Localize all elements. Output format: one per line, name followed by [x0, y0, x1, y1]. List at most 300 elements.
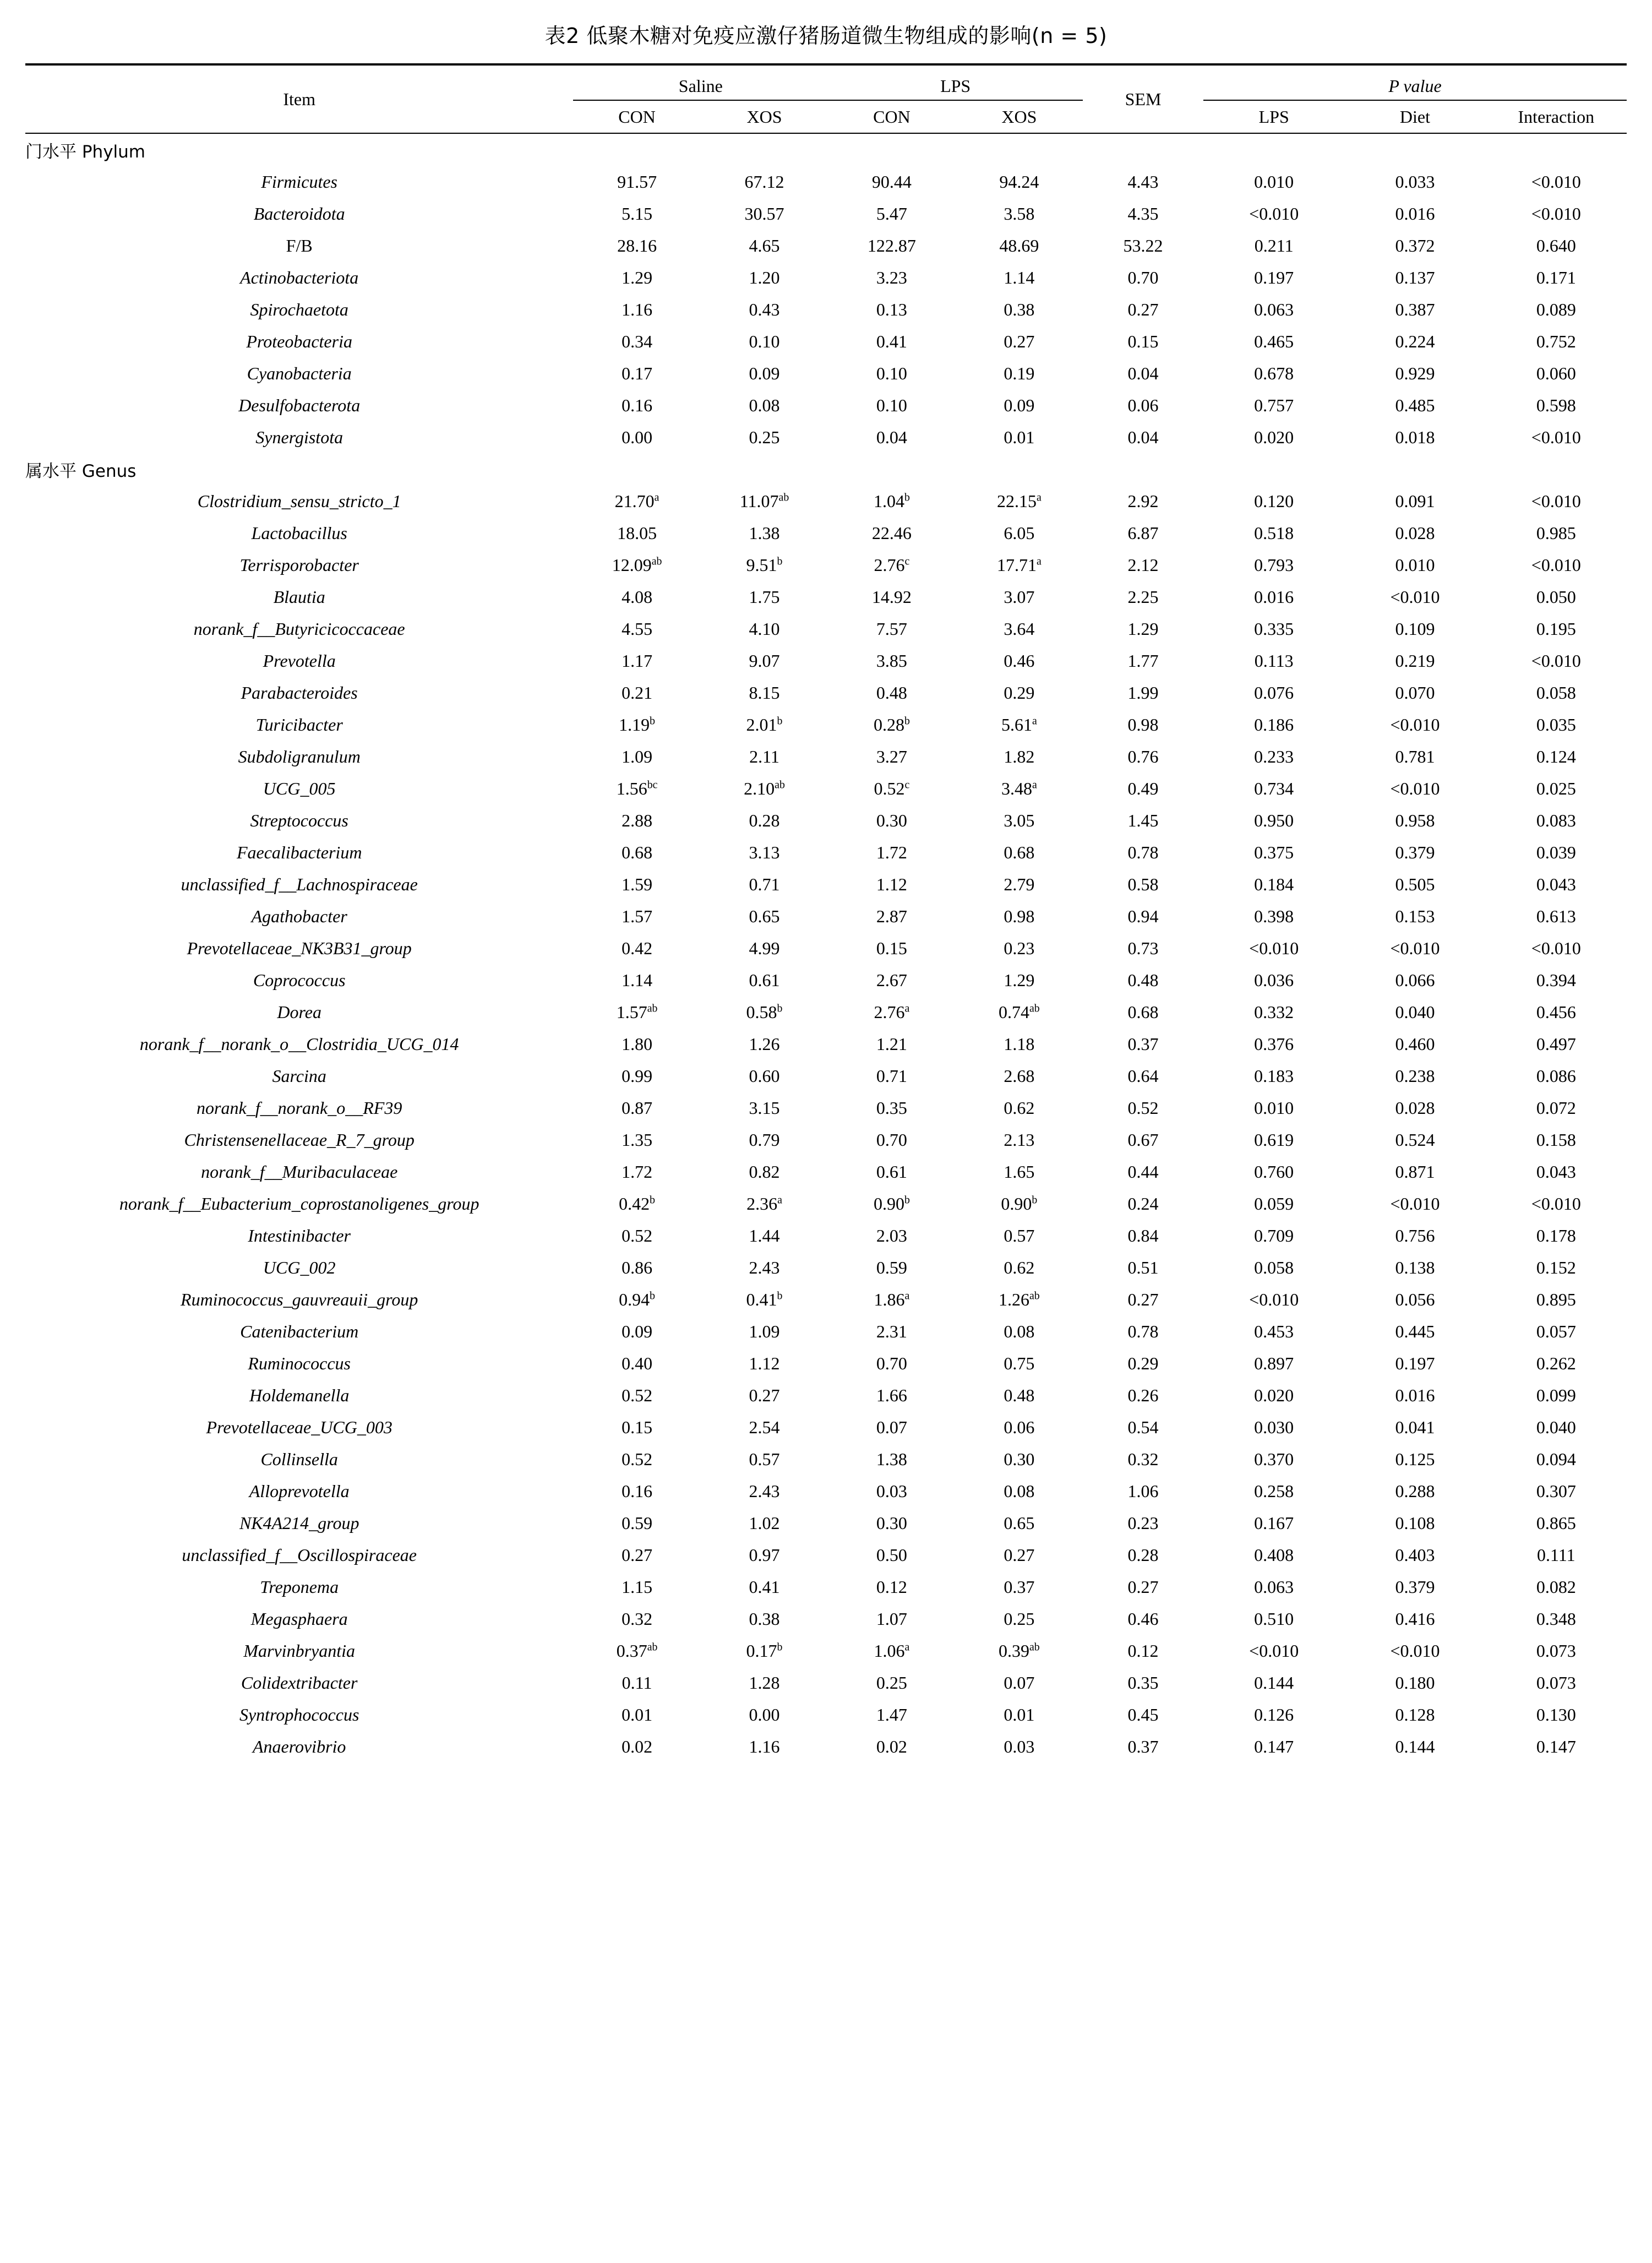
row-sem: 0.67	[1127, 1129, 1159, 1150]
row-value: 3.15	[749, 1097, 780, 1118]
row-value: 2.76$^a$	[874, 1002, 910, 1022]
row-value: 0.09	[1004, 395, 1035, 415]
row-sem: 0.24	[1127, 1193, 1159, 1214]
row-pvalue: 0.130	[1536, 1704, 1576, 1725]
significance-superscript: b	[650, 1289, 656, 1302]
row-sem: 0.49	[1127, 778, 1159, 798]
row-value: 0.62	[1004, 1097, 1035, 1118]
row-value: 0.60	[749, 1065, 780, 1086]
row-pvalue: 0.370	[1254, 1449, 1294, 1469]
row-value: 3.23	[876, 267, 907, 287]
row-pvalue: <0.010	[1249, 1289, 1299, 1309]
row-value: 0.65	[1004, 1513, 1035, 1533]
row-value: 1.28	[749, 1672, 780, 1693]
row-pvalue: 0.211	[1254, 235, 1294, 255]
row-pvalue: 0.028	[1395, 1097, 1435, 1118]
row-pvalue: 0.505	[1395, 874, 1435, 894]
row-label: Syntrophococcus	[239, 1704, 359, 1725]
row-pvalue: 0.524	[1395, 1129, 1435, 1150]
row-value: 3.27	[876, 746, 907, 766]
row-value: 1.26$^{ab}$	[998, 1289, 1040, 1309]
row-pvalue: 0.895	[1536, 1289, 1576, 1309]
row-sem: 0.15	[1127, 331, 1159, 351]
row-value: 1.86$^a$	[874, 1289, 910, 1309]
row-label: F/B	[286, 235, 313, 255]
row-label: Prevotellaceae_NK3B31_group	[187, 938, 412, 958]
row-pvalue: 0.063	[1254, 299, 1294, 319]
header-item: Item	[25, 64, 573, 133]
row-pvalue: 0.094	[1536, 1449, 1576, 1469]
row-pvalue: 0.186	[1254, 714, 1294, 735]
row-pvalue: 0.050	[1536, 586, 1576, 607]
significance-superscript: b	[777, 554, 783, 567]
row-label: Ruminococcus_gauvreauii_group	[181, 1289, 418, 1309]
table-row	[25, 389, 1627, 421]
significance-superscript: ab	[775, 778, 785, 791]
row-pvalue: 0.171	[1536, 267, 1576, 287]
row-value: 0.61	[749, 970, 780, 990]
row-value: 0.65	[749, 906, 780, 926]
table-row	[25, 293, 1627, 325]
row-sem: 4.35	[1127, 203, 1159, 224]
row-value: 0.70	[876, 1353, 907, 1373]
row-value: 0.68	[1004, 842, 1035, 862]
row-sem: 0.46	[1127, 1608, 1159, 1629]
row-pvalue: 0.416	[1395, 1608, 1435, 1629]
row-sem: 2.12	[1127, 554, 1159, 575]
row-pvalue: 0.010	[1395, 554, 1435, 575]
header-p-diet: Diet	[1399, 106, 1431, 127]
row-value: 30.57	[744, 203, 784, 224]
significance-superscript: a	[1032, 778, 1037, 791]
row-value: 0.21	[621, 682, 653, 703]
row-pvalue: 0.041	[1395, 1417, 1435, 1437]
header-group-saline	[573, 64, 828, 101]
row-value: 0.99	[621, 1065, 653, 1086]
row-pvalue: 0.497	[1536, 1033, 1576, 1054]
row-pvalue: 0.126	[1254, 1704, 1294, 1725]
row-value: 1.21	[876, 1033, 907, 1054]
row-pvalue: 0.238	[1395, 1065, 1435, 1086]
row-value: 0.10	[876, 363, 907, 383]
row-value: 0.74$^{ab}$	[998, 1002, 1040, 1022]
significance-superscript: a	[777, 1193, 782, 1206]
row-value: 0.09	[621, 1321, 653, 1341]
row-value: 0.59	[621, 1513, 653, 1533]
row-value: 1.04$^b$	[873, 491, 910, 511]
row-value: 1.66	[876, 1385, 907, 1405]
row-label: Catenibacterium	[240, 1321, 359, 1341]
table-row	[25, 1028, 1627, 1060]
row-sem: 0.35	[1127, 1672, 1159, 1693]
row-value: 0.01	[1004, 427, 1035, 447]
row-value: 1.72	[621, 1161, 653, 1182]
row-pvalue: 0.613	[1536, 906, 1576, 926]
row-value: 0.30	[876, 1513, 907, 1533]
row-value: 2.36$^a$	[746, 1193, 782, 1214]
row-value: 3.48$^a$	[1001, 778, 1037, 798]
row-pvalue: 0.016	[1395, 203, 1435, 224]
significance-superscript: b	[650, 1193, 656, 1206]
row-pvalue: <0.010	[1390, 586, 1440, 607]
significance-superscript: a	[1036, 554, 1042, 567]
row-value: 0.68	[621, 842, 653, 862]
row-value: 1.12	[876, 874, 907, 894]
row-value: 0.86	[621, 1257, 653, 1277]
row-pvalue: 0.262	[1536, 1353, 1576, 1373]
significance-superscript: b	[904, 1193, 910, 1206]
row-sem: 0.78	[1127, 842, 1159, 862]
row-value: 2.43	[749, 1481, 780, 1501]
row-sem: 1.77	[1127, 650, 1159, 671]
row-value: 1.15	[621, 1576, 653, 1597]
row-pvalue: 0.043	[1536, 874, 1576, 894]
row-pvalue: 0.058	[1254, 1257, 1294, 1277]
row-value: 1.38	[876, 1449, 907, 1469]
row-label: norank_f__Eubacterium_coprostanoligenes_group	[119, 1193, 479, 1214]
row-value: 0.82	[749, 1161, 780, 1182]
row-value: 0.38	[1004, 299, 1035, 319]
significance-superscript: a	[904, 1640, 910, 1653]
row-pvalue: 0.445	[1395, 1321, 1435, 1341]
row-value: 0.25	[1004, 1608, 1035, 1629]
row-value: 0.37	[1004, 1576, 1035, 1597]
table-row	[25, 1411, 1627, 1443]
row-value: 1.14	[621, 970, 653, 990]
row-pvalue: 0.403	[1395, 1544, 1435, 1565]
row-value: 0.52	[621, 1225, 653, 1245]
significance-superscript: b	[1032, 1193, 1038, 1206]
row-pvalue: 0.376	[1254, 1033, 1294, 1054]
row-pvalue: 0.233	[1254, 746, 1294, 766]
table-row	[25, 1475, 1627, 1507]
row-value: 3.13	[749, 842, 780, 862]
table-row	[25, 1443, 1627, 1475]
row-value: 1.56$^{bc}$	[616, 778, 658, 798]
row-value: 0.08	[1004, 1481, 1035, 1501]
header-lps-con: CON	[873, 106, 910, 127]
row-value: 0.28	[749, 810, 780, 830]
row-value: 1.02	[749, 1513, 780, 1533]
row-pvalue: 0.043	[1536, 1161, 1576, 1182]
row-label: Holdemanella	[249, 1385, 350, 1405]
row-label: unclassified_f__Lachnospiraceae	[181, 874, 418, 894]
row-sem: 0.84	[1127, 1225, 1159, 1245]
table-row	[25, 421, 1627, 453]
row-label: NK4A214_group	[239, 1513, 359, 1533]
row-value: 1.26	[749, 1033, 780, 1054]
row-label: Parabacteroides	[241, 682, 358, 703]
row-pvalue: 0.871	[1395, 1161, 1435, 1182]
row-pvalue: 0.219	[1395, 650, 1435, 671]
row-value: 0.42	[621, 938, 653, 958]
row-value: 0.90$^b$	[1001, 1193, 1038, 1214]
row-pvalue: 0.372	[1395, 235, 1435, 255]
row-pvalue: 0.028	[1395, 523, 1435, 543]
row-value: 1.82	[1004, 746, 1035, 766]
row-pvalue: 0.025	[1536, 778, 1576, 798]
row-value: 18.05	[617, 523, 657, 543]
row-sem: 0.76	[1127, 746, 1159, 766]
row-value: 0.41	[749, 1576, 780, 1597]
row-value: 0.79	[749, 1129, 780, 1150]
row-pvalue: 0.598	[1536, 395, 1576, 415]
row-value: 0.23	[1004, 938, 1035, 958]
row-pvalue: <0.010	[1249, 938, 1299, 958]
row-value: 4.55	[621, 618, 653, 639]
significance-superscript: b	[777, 1640, 783, 1653]
row-value: 0.57	[1004, 1225, 1035, 1245]
row-pvalue: 0.183	[1254, 1065, 1294, 1086]
row-pvalue: 0.158	[1536, 1129, 1576, 1150]
row-value: 91.57	[617, 171, 657, 192]
row-sem: 0.94	[1127, 906, 1159, 926]
row-label: Intestinibacter	[248, 1225, 351, 1245]
row-pvalue: 0.197	[1254, 267, 1294, 287]
row-pvalue: <0.010	[1531, 203, 1581, 224]
row-value: 0.04	[876, 427, 907, 447]
row-value: 0.38	[749, 1608, 780, 1629]
row-value: 0.52	[621, 1385, 653, 1405]
row-pvalue: 0.010	[1254, 171, 1294, 192]
table-row	[25, 677, 1627, 709]
row-value: 0.75	[1004, 1353, 1035, 1373]
row-value: 0.17$^b$	[746, 1640, 783, 1661]
row-pvalue: 0.258	[1254, 1481, 1294, 1501]
row-value: 1.09	[749, 1321, 780, 1341]
row-value: 2.79	[1004, 874, 1035, 894]
row-value: 0.06	[1004, 1417, 1035, 1437]
row-value: 11.07$^{ab}$	[739, 491, 789, 511]
row-pvalue: 0.082	[1536, 1576, 1576, 1597]
row-pvalue: 0.865	[1536, 1513, 1576, 1533]
header-lps-xos: XOS	[1001, 106, 1037, 127]
row-pvalue: 0.060	[1536, 363, 1576, 383]
significance-superscript: a	[654, 491, 659, 503]
row-value: 1.17	[621, 650, 653, 671]
row-value: 1.65	[1004, 1161, 1035, 1182]
row-value: 1.29	[1004, 970, 1035, 990]
header-sem: SEM	[1083, 64, 1203, 133]
row-label: Terrisporobacter	[239, 554, 359, 575]
row-sem: 53.22	[1123, 235, 1163, 255]
significance-superscript: a	[904, 1002, 910, 1014]
table-row	[25, 1507, 1627, 1539]
table-row	[25, 357, 1627, 389]
row-value: 0.43	[749, 299, 780, 319]
row-value: 0.97	[749, 1544, 780, 1565]
row-pvalue: 0.398	[1254, 906, 1294, 926]
row-pvalue: 0.040	[1536, 1417, 1576, 1437]
row-pvalue: <0.010	[1390, 938, 1440, 958]
row-pvalue: 0.335	[1254, 618, 1294, 639]
section-heading-row	[25, 134, 1627, 166]
row-pvalue: <0.010	[1390, 714, 1440, 735]
row-pvalue: 0.072	[1536, 1097, 1576, 1118]
row-value: 9.07	[749, 650, 780, 671]
significance-superscript: ab	[1029, 1640, 1040, 1653]
row-value: 1.75	[749, 586, 780, 607]
row-pvalue: 0.035	[1536, 714, 1576, 735]
row-pvalue: 0.059	[1254, 1193, 1294, 1214]
row-value: 3.07	[1004, 586, 1035, 607]
row-sem: 0.27	[1127, 1576, 1159, 1597]
row-pvalue: 0.985	[1536, 523, 1576, 543]
row-value: 0.30	[876, 810, 907, 830]
row-value: 1.16	[621, 299, 653, 319]
row-sem: 1.45	[1127, 810, 1159, 830]
row-pvalue: <0.010	[1531, 171, 1581, 192]
row-pvalue: 0.138	[1395, 1257, 1435, 1277]
row-sem: 0.37	[1127, 1736, 1159, 1756]
row-value: 0.15	[621, 1417, 653, 1437]
row-value: 1.18	[1004, 1033, 1035, 1054]
row-value: 5.61$^a$	[1001, 714, 1037, 735]
row-label: Turicibacter	[255, 714, 343, 735]
row-sem: 0.51	[1127, 1257, 1159, 1277]
row-pvalue: 0.076	[1254, 682, 1294, 703]
row-value: 2.54	[749, 1417, 780, 1437]
row-sem: 0.78	[1127, 1321, 1159, 1341]
row-value: 1.59	[621, 874, 653, 894]
row-value: 3.58	[1004, 203, 1035, 224]
row-sem: 0.73	[1127, 938, 1159, 958]
row-pvalue: 0.147	[1254, 1736, 1294, 1756]
row-label: norank_f__Butyricicoccaceae	[193, 618, 405, 639]
header-group-pvalue	[1203, 64, 1627, 101]
significance-superscript: a	[1036, 491, 1042, 503]
row-pvalue: 0.153	[1395, 906, 1435, 926]
table-row	[25, 1539, 1627, 1571]
row-value: 2.76$^c$	[874, 554, 910, 575]
row-value: 0.12	[876, 1576, 907, 1597]
row-value: 1.44	[749, 1225, 780, 1245]
row-sem: 1.29	[1127, 618, 1159, 639]
header-group-lps-label: LPS	[828, 76, 1083, 101]
row-pvalue: <0.010	[1531, 554, 1581, 575]
row-value: 1.16	[749, 1736, 780, 1756]
header-group-lps	[828, 64, 1083, 101]
row-value: 0.71	[876, 1065, 907, 1086]
table-row	[25, 996, 1627, 1028]
table-row	[25, 1347, 1627, 1379]
row-label: Lactobacillus	[251, 523, 347, 543]
row-value: 1.06$^a$	[874, 1640, 910, 1661]
row-pvalue: 0.137	[1395, 267, 1435, 287]
row-pvalue: 0.057	[1536, 1321, 1576, 1341]
row-value: 0.08	[749, 395, 780, 415]
row-value: 0.90$^b$	[873, 1193, 910, 1214]
row-pvalue: 0.016	[1395, 1385, 1435, 1405]
row-pvalue: <0.010	[1390, 778, 1440, 798]
table-row	[25, 773, 1627, 804]
row-value: 8.15	[749, 682, 780, 703]
row-value: 0.01	[621, 1704, 653, 1725]
row-pvalue: 0.109	[1395, 618, 1435, 639]
row-pvalue: <0.010	[1531, 491, 1581, 511]
row-value: 4.10	[749, 618, 780, 639]
table-row	[25, 1124, 1627, 1156]
row-pvalue: 0.063	[1254, 1576, 1294, 1597]
row-value: 17.71$^a$	[996, 554, 1042, 575]
table-row	[25, 1252, 1627, 1283]
row-pvalue: 0.030	[1254, 1417, 1294, 1437]
table-row	[25, 198, 1627, 230]
row-value: 12.09$^{ab}$	[612, 554, 662, 575]
row-pvalue: 0.066	[1395, 970, 1435, 990]
header-group-saline-label: Saline	[573, 76, 828, 101]
row-value: 0.15	[876, 938, 907, 958]
row-value: 67.12	[744, 171, 784, 192]
row-pvalue: 0.128	[1395, 1704, 1435, 1725]
row-value: 0.29	[1004, 682, 1035, 703]
row-value: 0.27	[621, 1544, 653, 1565]
row-value: 0.16	[621, 1481, 653, 1501]
row-sem: 0.32	[1127, 1449, 1159, 1469]
row-pvalue: 0.197	[1395, 1353, 1435, 1373]
row-value: 0.19	[1004, 363, 1035, 383]
row-pvalue: 0.224	[1395, 331, 1435, 351]
row-label: Cyanobacteria	[247, 363, 352, 383]
row-value: 21.70$^a$	[614, 491, 659, 511]
row-sem: 1.99	[1127, 682, 1159, 703]
significance-superscript: c	[904, 778, 910, 791]
row-sem: 0.58	[1127, 874, 1159, 894]
row-label: Blautia	[273, 586, 325, 607]
row-pvalue: 0.073	[1536, 1672, 1576, 1693]
row-label: Clostridium_sensu_stricto_1	[197, 491, 401, 511]
header-saline-con: CON	[618, 106, 656, 127]
row-value: 94.24	[999, 171, 1039, 192]
row-pvalue: 0.950	[1254, 810, 1294, 830]
row-pvalue: 0.485	[1395, 395, 1435, 415]
significance-superscript: b	[777, 1002, 783, 1014]
row-value: 1.80	[621, 1033, 653, 1054]
row-value: 0.10	[876, 395, 907, 415]
row-value: 0.27	[1004, 1544, 1035, 1565]
header-p-lps: LPS	[1258, 106, 1289, 127]
row-pvalue: 0.757	[1254, 395, 1294, 415]
row-pvalue: 0.518	[1254, 523, 1294, 543]
row-value: 122.87	[867, 235, 916, 255]
table-row	[25, 325, 1627, 357]
row-sem: 6.87	[1127, 523, 1159, 543]
row-value: 0.46	[1004, 650, 1035, 671]
row-pvalue: 0.040	[1395, 1002, 1435, 1022]
table-row	[25, 645, 1627, 677]
row-value: 0.07	[876, 1417, 907, 1437]
row-label: Colidextribacter	[241, 1672, 358, 1693]
header-saline-xos: XOS	[746, 106, 782, 127]
row-value: 0.00	[749, 1704, 780, 1725]
row-pvalue: 0.460	[1395, 1033, 1435, 1054]
row-pvalue: 0.147	[1536, 1736, 1576, 1756]
row-pvalue: 0.016	[1254, 586, 1294, 607]
significance-superscript: c	[904, 554, 910, 567]
row-pvalue: 0.073	[1536, 1640, 1576, 1661]
row-pvalue: 0.760	[1254, 1161, 1294, 1182]
row-pvalue: 0.375	[1254, 842, 1294, 862]
table-row	[25, 517, 1627, 549]
row-label: Faecalibacterium	[236, 842, 362, 862]
row-value: 1.19$^b$	[619, 714, 656, 735]
row-value: 0.41$^b$	[746, 1289, 783, 1309]
row-value: 2.03	[876, 1225, 907, 1245]
row-sem: 0.44	[1127, 1161, 1159, 1182]
row-pvalue: 0.510	[1254, 1608, 1294, 1629]
row-value: 3.05	[1004, 810, 1035, 830]
table-row	[25, 1635, 1627, 1667]
